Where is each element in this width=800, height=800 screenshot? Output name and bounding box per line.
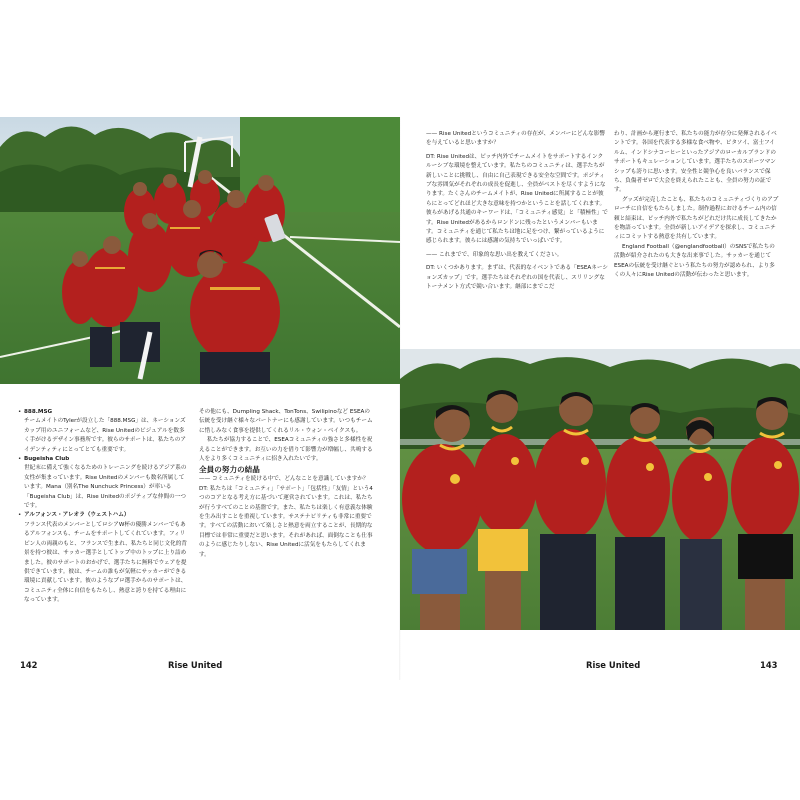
interview-answer: DT: 私たちは「コミュニティ」「サポート」「包括性」「友情」という4つのコアとなる考え方に基づいて運営されています。これは、私たちが行うすべてのことの基盤です。また、私たちは楽しく有意義な体験を生み出すことを重視しています。サステナビリティも非常に重要です。すべての活動において楽しさと熱意を両立することが、長期的な目標では非常に重要だと思います。それがあれば、面倒なことも仕事のように感じたりしない、Rise Unitedに活気をもたらしてくれます。 — [199, 485, 373, 558]
bullet-icon: • — [18, 512, 22, 519]
paragraph: その他にも、Dumpling Shack、TonTons、Swilipinoなど ESEAの伝統を受け継ぐ様々なパートナーにも感謝しています。いつもチームに惜しみなく食事を提供してくれるリル・ウォン・ベイクスも。 — [199, 409, 373, 434]
page-number-left: 142 — [20, 660, 38, 670]
paragraph: England Football（@englandfootball）のSNSで私たちの活動が紹介されたのも大きな出来事でした。サッカーを通じてESEAの伝統を受け継ぐという私たちの努力が認められ、より多くの人々にRise Unitedの活動が伝わったと思います。 — [614, 243, 775, 279]
bullet-icon: • — [18, 456, 22, 463]
running-title-left: Rise United — [168, 660, 223, 670]
interview-question: —— これまでで、印象的な思い出を教えてください。 — [426, 251, 563, 258]
interview-answer: DT: いくつかあります。まずは、代表的なイベントである「ESEAネーションズカップ」です。選手たちはそれぞれの国を代表し、スリリングなトーナメント方式で競い合います。継部にまでこだ — [426, 265, 609, 291]
running-title-right: Rise United — [586, 660, 641, 670]
article-column-left-2 — [199, 408, 374, 560]
paragraph: わり、計画から運行まで、私たちの能力が存分に発揮されるイベントです。各国を代表する多様な食べ物や、ビタソイ、富士フイルム、インドシナコーヒーといったアジアのローカルブランドのサポートもキュレーションしています。選手たちのスポーツマンシップも誇りに思います。安全性と競争心を良いバランスで保ち、負傷者ゼロで大会を終えられたことも、全員の努力の証です。 — [614, 131, 777, 194]
partners-list — [18, 408, 190, 606]
team-selfie-photo — [0, 117, 400, 384]
team-laughing-photo — [400, 349, 800, 630]
partner-name: Bugeisha Club — [24, 456, 70, 463]
paragraph: グッズが完売したことも、私たちのコミュニティづくりのアプローチに自信をもたらしました。制作過程におけるチーム内の信頼と結束は、ピッチ内外で私たちがどれだけ共に成長してきたかを物語っています。全員が新しいアイデアを探求し、コミュニティにコミットする熱意を共有しています。 — [614, 196, 779, 241]
page-number-right: 143 — [760, 660, 778, 670]
partner-name: アルフォンス・アレオラ（ウェストハム） — [24, 512, 130, 519]
interview-question: —— Rise Unitedというコミュニティの存在が、メンバーにどんな影響を与えていると思いますか？ — [426, 131, 605, 147]
partner-description: 世紀末に備えて強くなるためのトレーニングを続けるアジア系の女性が集まっています。Rise Unitedのメンバーも数名所属しています。Mana（別名The Nunchuck Princess）が率いる「Bugeisha Club」は、Rise Unitedのポジティブな仲間の一つです。 — [24, 465, 187, 510]
article-column-right-2 — [614, 130, 780, 281]
list-item — [18, 511, 190, 605]
partner-description: チームメイトのTylerが設立した「888.MSG」は、ネーションズカップ用のユニフォームなど、Rise Unitedのビジュアルを数多く手がけるデザイン事務所です。彼らのサポートは、私たちのアイデンティティにとってとても重要です。 — [24, 418, 186, 453]
article-column-right-1 — [426, 130, 608, 293]
list-item — [18, 408, 190, 455]
interview-question: —— コミュニティを続ける中で、どんなことを意識していますか？ — [199, 476, 369, 483]
section-heading: 全員の努力の結晶 — [199, 465, 260, 475]
partner-name: 888.MSG — [24, 409, 53, 415]
paragraph: 私たちが協力することで、ESEAコミュニティの強さと多様性を祝えることができます。お互いの力を借りて影響力が増幅し、共鳴する人をより多くコミュニティに招き入れたいです。 — [199, 437, 373, 463]
bullet-icon: • — [18, 409, 22, 415]
partner-description: フランス代表のメンバーとしてロシアW杯の優勝メンバーでもあるアルフォンスも、チームをサポートしてくれています。フィリピン人の両親のもと、フランスで生まれ、私たちと同じ文化的背景を持つ彼は、サッカー選手としてトップ中のトップに上り詰めました。彼のサポートのおかげで、選手たちに無料でウェアを提供できています。彼は、チームの誰もが気軽にサッカーができる環境に貢献しています。彼のようなプロ選手からのサポートは、コミュニティ全体に自信をもたらし、熱意と誇りを持てる理由になっています。 — [24, 521, 187, 604]
interview-answer: DT: Rise Unitedは、ピッチ内外でチームメイトをサポートするインクルーシブな環境を整えています。私たちのコミュニティは、選手たちが新しいことに挑戦し、自由に自己表現できる安全な空間です。ポジティブな雰囲気がそれぞれの成長を促進し、全員がベストを尽くすようになります。たくさんのチームメイトが、Rise Unitedに所属することが彼らにとってどれほど大きな意味を持つかということを話してくれます。彼らがあげる共通のキーワードは、「コミュニティ感覚」と「積極性」です。Rise Unitedがあるからロンドンに残ったというメンバーもいます。コミュニティを通じて私たちは地に足をつけ、繋がっているように感じられます。彼らには感謝の気持ちでいっぱいです。 — [426, 153, 608, 245]
list-item — [18, 455, 190, 511]
